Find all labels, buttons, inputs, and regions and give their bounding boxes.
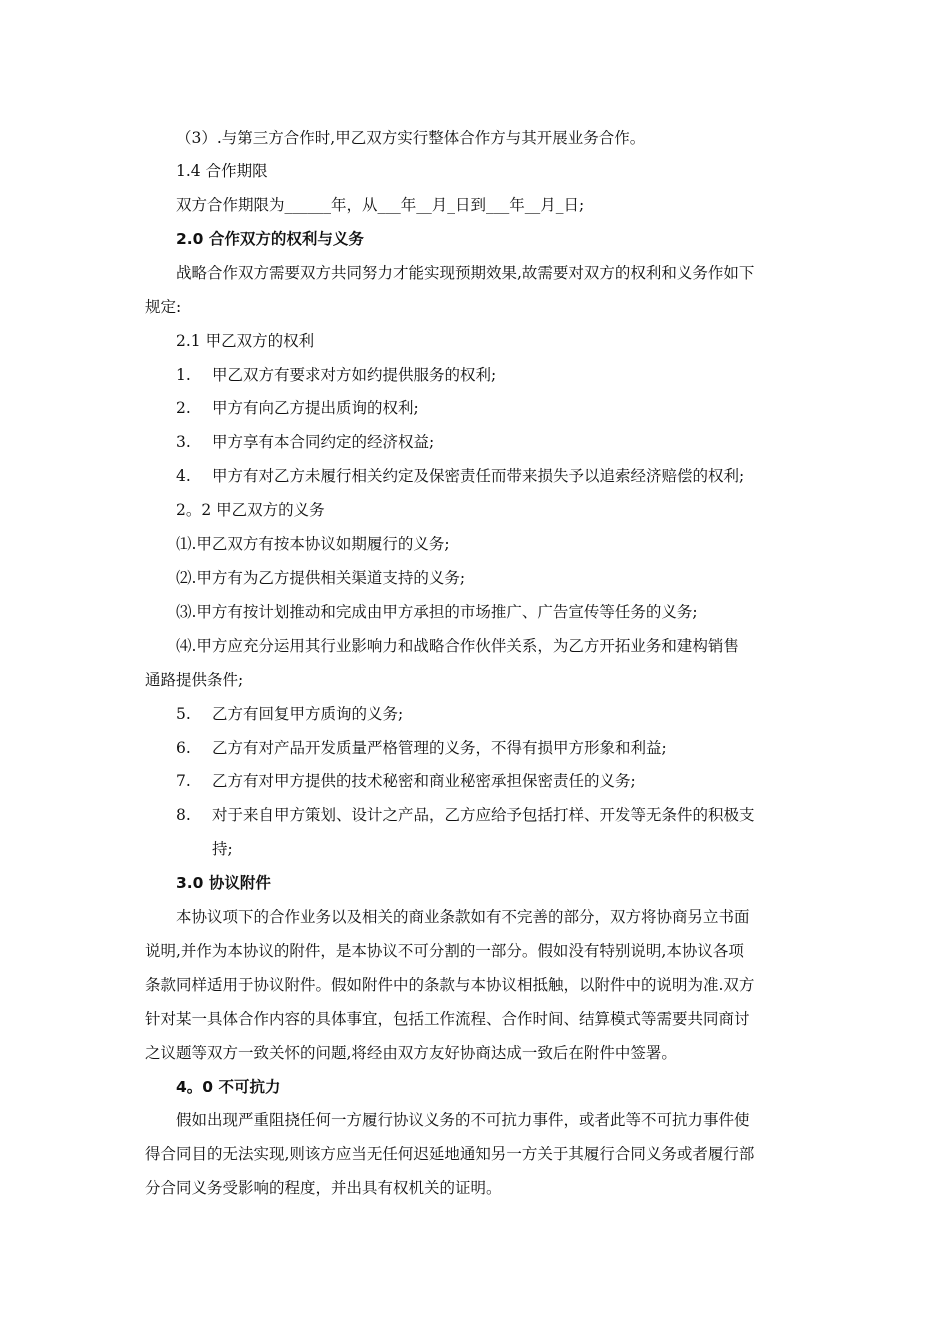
force-para-line2: 得合同目的无法实现,则该方应当无任何迟延地通知另一方关于其履行合同义务或者履行部 (145, 1145, 755, 1163)
list-item-number: 2. (176, 399, 191, 417)
heading-3-0: 3.0 协议附件 (176, 874, 271, 892)
list-item-text: 甲方有对乙方未履行相关约定及保密责任而带来损失予以追索经济赔偿的权利; (212, 467, 745, 485)
annex-para-line3: 条款同样适用于协议附件。假如附件中的条款与本协议相抵触，以附件中的说明为准.双方 (145, 976, 755, 994)
duty-item-4-line1: ⑷.甲方应充分运用其行业影响力和战略合作伙伴关系，为乙方开拓业务和建构销售 (176, 637, 739, 655)
list-item-text: 乙方有对产品开发质量严格管理的义务，不得有损甲方形象和利益; (212, 739, 667, 757)
list-item-text: 乙方有回复甲方质询的义务; (212, 705, 404, 723)
subheading-1-4: 1.4 合作期限 (176, 162, 268, 180)
list-item-text: 对于来自甲方策划、设计之产品，乙方应给予包括打样、开发等无条件的积极支 (212, 806, 755, 824)
subheading-2-1: 2.1 甲乙双方的权利 (176, 332, 315, 350)
annex-para-line1: 本协议项下的合作业务以及相关的商业条款如有不完善的部分，双方将协商另立书面 (176, 908, 750, 926)
annex-para-line5: 之议题等双方一致关怀的问题,将经由双方友好协商达成一致后在附件中签署。 (145, 1044, 677, 1062)
paragraph-intro-line1: 战略合作双方需要双方共同努力才能实现预期效果,故需要对双方的权利和义务作如下 (176, 264, 755, 282)
force-para-line3: 分合同义务受影响的程度，并出具有权机关的证明。 (145, 1179, 502, 1197)
heading-2-0: 2.0 合作双方的权利与义务 (176, 230, 364, 248)
list-item-number: 4. (176, 467, 191, 485)
duty-item-2: ⑵.甲方有为乙方提供相关渠道支持的义务; (176, 569, 466, 587)
list-item-number: 6. (176, 739, 191, 757)
duty-item-8-line2: 持; (212, 840, 233, 858)
list-item-number: 8. (176, 806, 191, 824)
heading-4-0: 4。0 不可抗力 (176, 1078, 281, 1096)
subheading-2-2: 2。2 甲乙双方的义务 (176, 501, 325, 519)
duty-item-3: ⑶.甲方有按计划推动和完成由甲方承担的市场推广、广告宣传等任务的义务; (176, 603, 698, 621)
list-item-number: 1. (176, 366, 191, 384)
duty-item-4-line2: 通路提供条件; (145, 671, 244, 689)
duty-item-1: ⑴.甲乙双方有按本协议如期履行的义务; (176, 535, 450, 553)
list-item-number: 3. (176, 433, 191, 451)
paragraph-intro-line2: 规定: (145, 298, 182, 316)
annex-para-line4: 针对某一具体合作内容的具体事宜，包括工作流程、合作时间、结算模式等需要共同商讨 (145, 1010, 750, 1028)
list-item-text: 甲方享有本合同约定的经济权益; (212, 433, 435, 451)
list-item-text: 甲方有向乙方提出质询的权利; (212, 399, 419, 417)
paragraph-term: 双方合作期限为______年，从___年__月_日到___年__月_日; (176, 196, 585, 214)
list-item-text: 甲乙双方有要求对方如约提供服务的权利; (212, 366, 497, 384)
list-item-number: 5. (176, 705, 191, 723)
force-para-line1: 假如出现严重阻挠任何一方履行协议义务的不可抗力事件，或者此等不可抗力事件使 (176, 1111, 750, 1129)
list-item-number: 7. (176, 772, 191, 790)
list-item-text: 乙方有对甲方提供的技术秘密和商业秘密承担保密责任的义务; (212, 772, 636, 790)
annex-para-line2: 说明,并作为本协议的附件，是本协议不可分割的一部分。假如没有特别说明,本协议各项 (145, 942, 744, 960)
paragraph-third-party: （3）.与第三方合作时,甲乙双方实行整体合作方与其开展业务合作。 (176, 129, 646, 147)
